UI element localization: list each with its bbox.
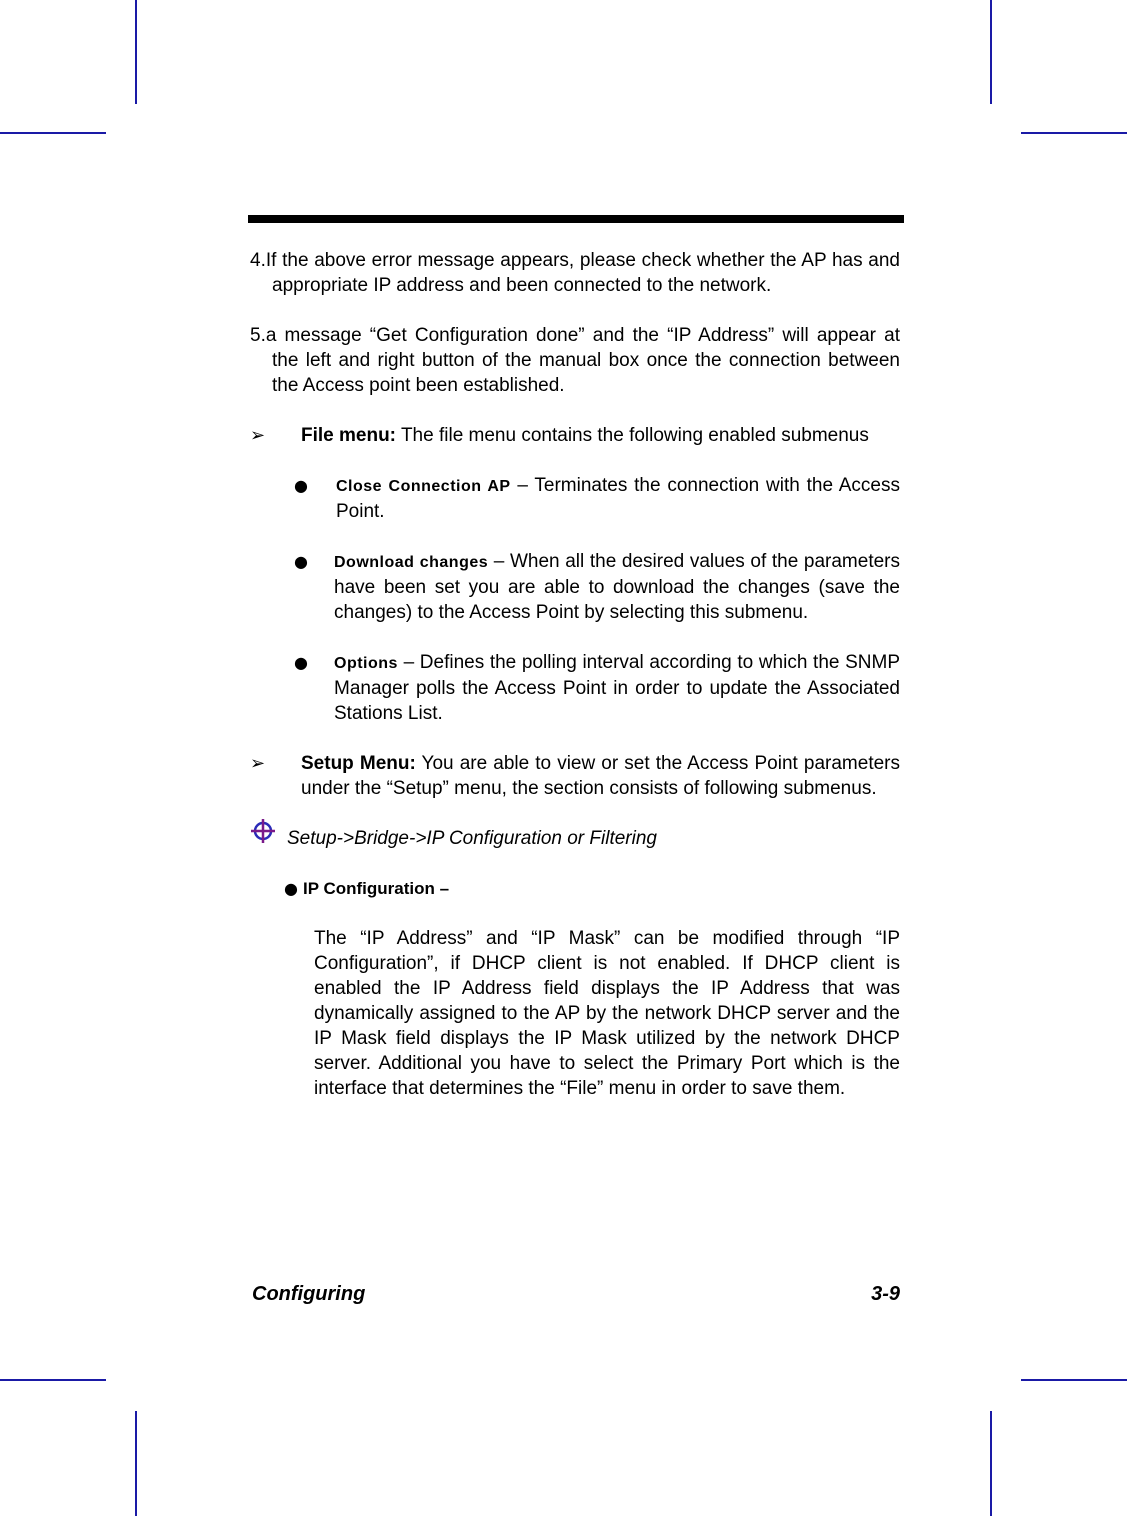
step-4-paragraph: 4.If the above error message appears, please check whether the AP has and appropriate IP address and been connected to the network. bbox=[250, 250, 900, 296]
ip-configuration-paragraph: The “IP Address” and “IP Mask” can be modified through “IP Configuration”, if DHCP client is not enabled. If DHCP client is enabled the IP Address field displays the IP Address that was dynamically assigned to the AP by the network DHCP server and the IP Mask field displays the IP Mask utilized by the network DHCP server. Additional you have to select the Primary Port which is the interface that determines the “File” menu in order to save them. bbox=[314, 928, 900, 1099]
crop-mark-top-right-vertical bbox=[990, 0, 992, 104]
footer-chapter: Configuring bbox=[252, 1283, 366, 1305]
arrow-bullet-icon: ➢ bbox=[250, 753, 266, 774]
submenu-text: – Terminates the connection with the Access Point. bbox=[336, 475, 900, 522]
bullet-icon: ● bbox=[284, 879, 298, 898]
step-5-paragraph: 5.a message “Get Configuration done” and the “IP Address” will appear at the left and right button of the manual box once the connection between the Access point been established. bbox=[250, 325, 900, 396]
setup-path-text: Setup->Bridge->IP Configuration or Filtering bbox=[287, 828, 657, 849]
setup-menu-text: You are able to view or set the Access Point parameters under the “Setup” menu, the section consists of following submenus. bbox=[301, 753, 900, 799]
submenu-label: Close Connection AP bbox=[336, 478, 511, 495]
bullet-icon: ● bbox=[294, 552, 308, 571]
file-menu-text: The file menu contains the following enabled submenus bbox=[396, 425, 869, 446]
submenu-item-download-changes bbox=[250, 549, 900, 625]
file-menu-item bbox=[250, 423, 900, 448]
submenu-label: Download changes bbox=[334, 554, 489, 571]
page-footer bbox=[252, 1283, 900, 1309]
submenu-text: – Defines the polling interval according to which the SNMP Manager polls the Access Point in order to update the Associated Stations List. bbox=[334, 652, 900, 724]
bullet-icon: ● bbox=[294, 653, 308, 672]
submenu-label: Options bbox=[334, 655, 398, 672]
header-rule bbox=[248, 215, 904, 223]
page-content bbox=[250, 248, 900, 1101]
setup-menu-label: Setup Menu: bbox=[301, 753, 416, 774]
submenu-item-options bbox=[250, 650, 900, 726]
ip-configuration-heading bbox=[250, 876, 900, 901]
setup-path-line bbox=[250, 826, 900, 851]
crop-mark-bottom-right-horizontal bbox=[1021, 1379, 1127, 1381]
footer-page-number: 3-9 bbox=[871, 1283, 900, 1305]
crop-mark-top-left-horizontal bbox=[0, 132, 106, 134]
bullet-icon: ● bbox=[294, 476, 308, 495]
setup-menu-item bbox=[250, 751, 900, 801]
crosshair-icon bbox=[250, 818, 276, 844]
crop-mark-bottom-right-vertical bbox=[990, 1411, 992, 1516]
file-menu-label: File menu: bbox=[301, 425, 397, 446]
crop-mark-bottom-left-vertical bbox=[135, 1411, 137, 1516]
submenu-text: – When all the desired values of the parameters have been set you are able to download the changes (save the changes) to the Access Point by selecting this submenu. bbox=[334, 551, 901, 623]
submenu-item-close-connection bbox=[250, 473, 900, 524]
crop-mark-top-left-vertical bbox=[135, 0, 137, 104]
arrow-bullet-icon: ➢ bbox=[250, 425, 266, 446]
crop-mark-bottom-left-horizontal bbox=[0, 1379, 106, 1381]
crop-mark-top-right-horizontal bbox=[1021, 132, 1127, 134]
ip-configuration-label: IP Configuration – bbox=[303, 879, 450, 898]
